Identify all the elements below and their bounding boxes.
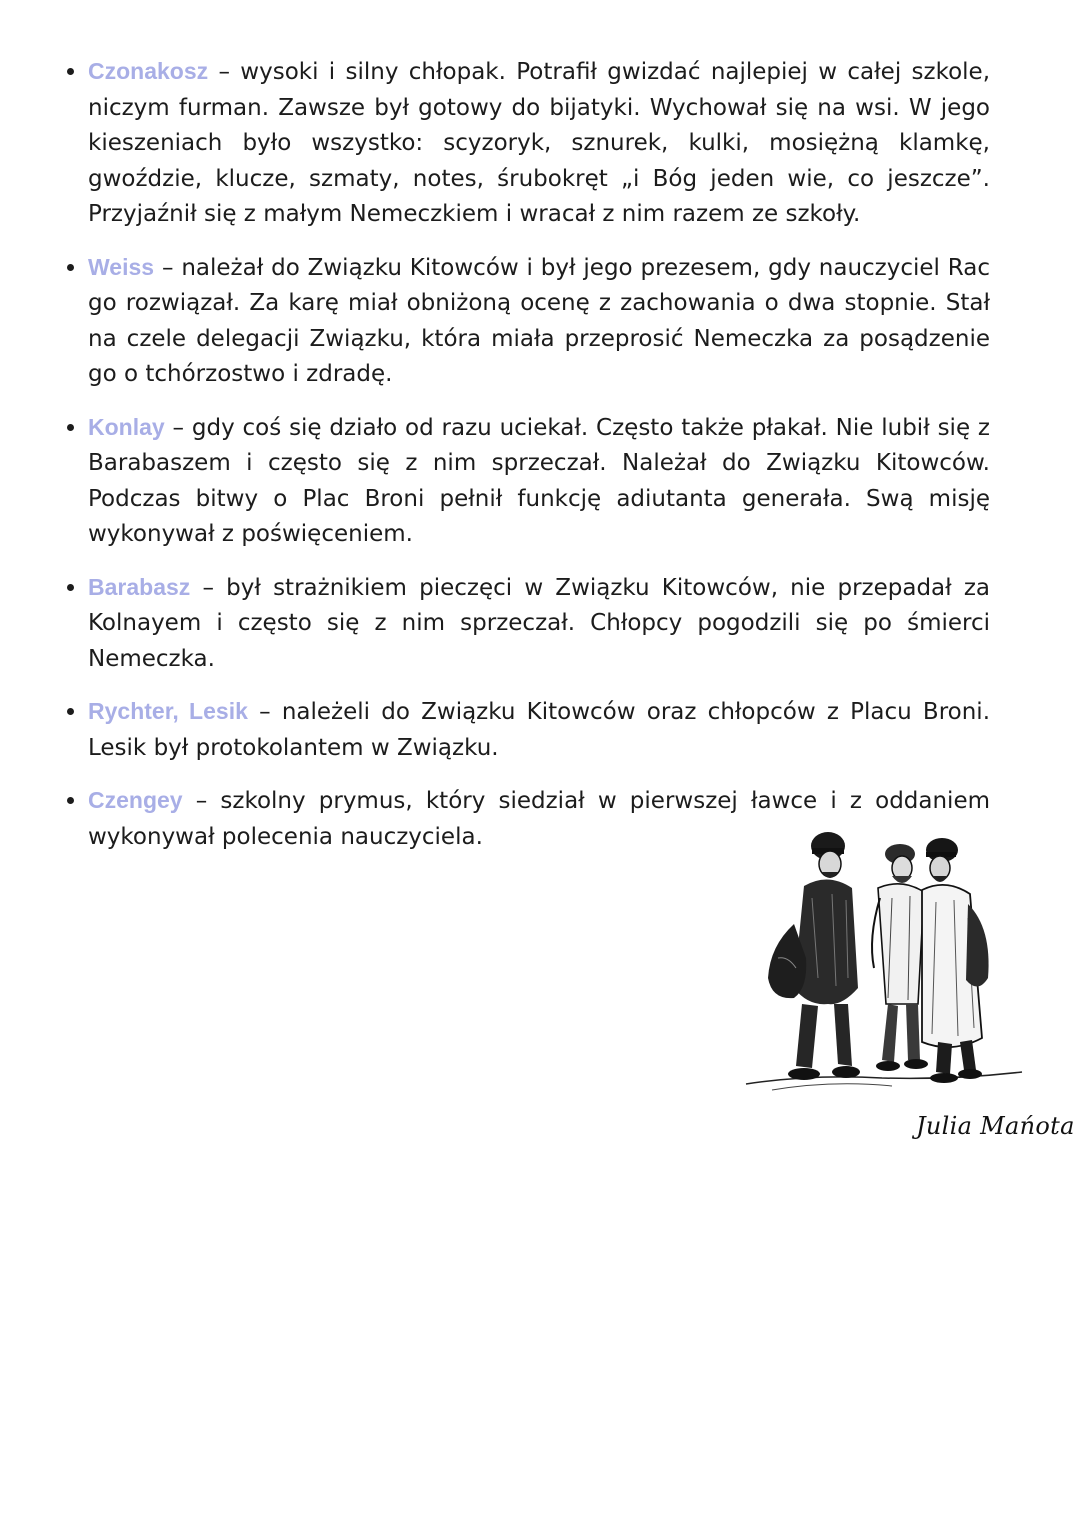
character-item-weiss [88, 250, 990, 393]
character-name: Weiss [88, 253, 155, 280]
dash: – [259, 699, 271, 725]
character-list [88, 54, 990, 872]
character-description: wysoki i silny chłopak. Potrafił gwizdać najlepiej w całej szkole, niczym furman. Zawsze był gotowy do bijatyki. Wychował się na wsi. W jego kieszeniach było wszystko: scyzoryk, sznurek, kulki, mosiężną klamkę, gwoździe, klucze, szmaty, notes, śrubokręt „i Bóg jeden wie, co jeszcze”. Przyjaźnił się z małym Nemeczkiem i wracał z nim razem ze szkoły. [88, 59, 991, 227]
three-men-sketch-illustration [742, 828, 1024, 1098]
character-description: należeli do Związku Kitowców oraz chłopców z Placu Broni. Lesik był protokolantem w Związku. [88, 699, 991, 761]
character-item-czonakosz [88, 54, 990, 233]
author-signature: Julia Mańota [916, 1112, 1075, 1140]
dash: – [195, 788, 208, 814]
character-name: Czonakosz [88, 58, 209, 84]
character-name: Rychter, Lesik [88, 698, 248, 724]
character-description: był strażnikiem pieczęci w Związku Kitowców, nie przepadał za Kolnayem i często się z nim sprzeczał. Chłopcy pogodzili się po śmierci Nemeczka. [88, 574, 991, 672]
character-description: należał do Związku Kitowców i był jego prezesem, gdy nauczyciel Rac go rozwiązał. Za karę miał obniżoną ocenę z zachowania o dwa stopnie. Stał na czele delegacji Związku, która miała przeprosić Nemeczka za posądzenie go o tchórzostwo i zdradę. [88, 254, 991, 387]
figure-left [768, 832, 860, 1080]
dash: – [218, 59, 230, 85]
character-description: gdy coś się działo od razu uciekał. Często także płakał. Nie lubił się z Barabaszem i często się z nim sprzeczał. Należał do Związku Kitowców. Podczas bitwy o Plac Broni pełnił funkcję adiutanta generała. Swą misję wykonywał z poświęceniem. [88, 414, 991, 547]
dash: – [172, 414, 185, 441]
character-item-konlay [88, 410, 990, 553]
character-name: Czengey [88, 787, 183, 813]
character-item-rychter-lesik [88, 694, 990, 766]
figure-middle [872, 844, 928, 1071]
dash: – [161, 254, 174, 281]
character-item-barabasz [88, 570, 990, 678]
figure-right [922, 838, 989, 1083]
dash: – [202, 574, 214, 601]
character-name: Barabasz [88, 573, 191, 600]
character-description: szkolny prymus, który siedział w pierwszej ławce i z oddaniem wykonywał polecenia nauczyciela. [88, 788, 991, 850]
character-name: Konlay [88, 413, 165, 440]
